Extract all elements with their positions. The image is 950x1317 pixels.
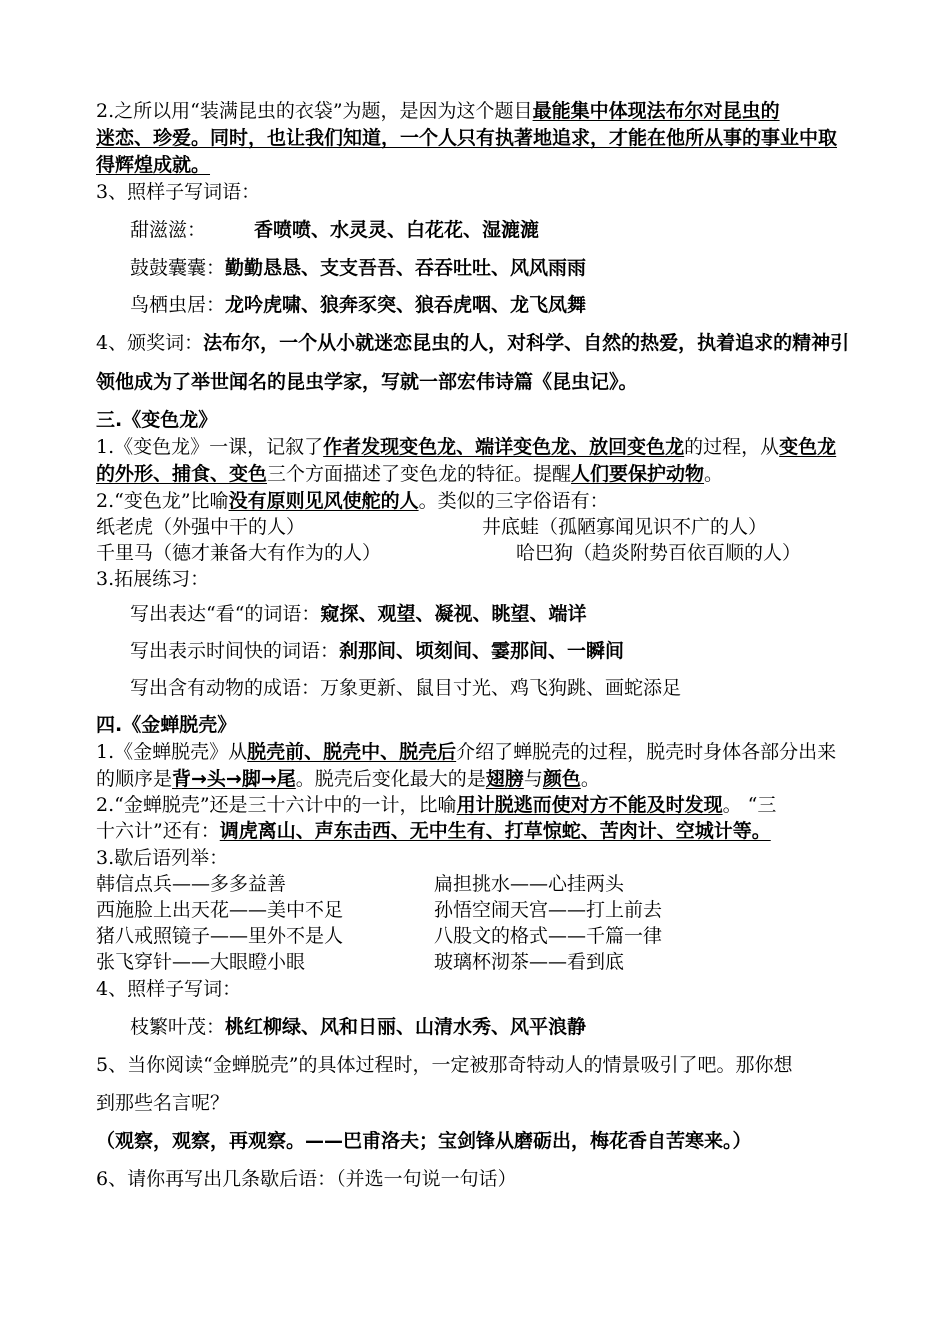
s4-para-1-line-1 <box>96 739 836 765</box>
item-4-label: 4、颁奖词： <box>96 332 204 354</box>
s4-para-6: 6、请你再写出几条歇后语：（并选一句说一句话） <box>96 1168 517 1190</box>
answer: 桃红柳绿、风和日丽、山清水秀、风平浪静 <box>225 1016 587 1038</box>
section-3-heading: 三.《变色龙》 <box>96 409 218 431</box>
s3-para-1-line-1 <box>96 434 836 460</box>
text: 的过程，从 <box>684 436 780 458</box>
text: 。类似的三字俗语有： <box>418 490 609 512</box>
text: 枝繁叶茂： <box>130 1016 226 1038</box>
s4-para-3: 3.歇后语列举： <box>96 847 229 869</box>
word-example-row <box>130 1014 586 1040</box>
s4-para-5-line-2: 到那些名言呢？ <box>96 1092 230 1114</box>
answer: 变色龙 <box>779 436 837 458</box>
saying-row-2-right: 哈巴狗（趋炎附势百依百顺的人） <box>516 542 802 564</box>
text: 。 <box>704 463 724 485</box>
example-answer: 勤勤恳恳、支支吾吾、吞吞吐吐、风风雨雨 <box>225 257 587 279</box>
example-row-2 <box>130 255 586 281</box>
extension-row-2 <box>130 638 624 664</box>
text: 三个方面描述了变色龙的特征。提醒 <box>267 463 572 485</box>
saying-row-1-right: 井底蛙（孤陋寡闻见识不广的人） <box>482 516 768 538</box>
s4-para-2-line-2 <box>96 818 771 844</box>
xiehouyu-1-left: 韩信点兵——多多益善 <box>96 873 287 895</box>
saying-row-2: 千里马（德才兼备大有作为的人） <box>96 542 382 564</box>
text: 写出表示时间快的词语： <box>130 640 340 662</box>
saying: 纸老虎（外强中干的人） <box>96 516 306 538</box>
s4-para-5-line-1: 5、当你阅读“金蝉脱壳”的具体过程时，一定被那奇特动人的情景吸引了吧。那你想 <box>96 1054 793 1076</box>
item-2-line-2: 迷恋、珍爱。同时，也让我们知道，一个人只有执著地追求，才能在他所从事的事业中取 <box>96 127 838 149</box>
text: 十六计”还有： <box>96 820 220 842</box>
saying-row-1 <box>96 514 305 540</box>
example-answer: 龙吟虎啸、狼奔豕突、狼吞虎咽、龙飞凤舞 <box>225 294 587 316</box>
text: 2.“变色龙”比喻 <box>96 490 229 512</box>
s3-para-3: 3.拓展练习： <box>96 568 210 590</box>
s4-para-1-line-2 <box>96 766 600 792</box>
extension-row-3: 写出含有动物的成语：万象更新、鼠目寸光、鸡飞狗跳、画蛇添足 <box>130 677 682 699</box>
answer: 没有原则见风使舵的人 <box>228 490 419 512</box>
s4-para-2-line-1 <box>96 792 776 818</box>
answer: 窥探、观望、凝视、眺望、端详 <box>320 603 587 625</box>
text: 1.《金蝉脱壳》从 <box>96 741 248 763</box>
item-3-heading: 3、照样子写词语： <box>96 181 261 203</box>
answer: 作者发现变色龙、端详变色龙、放回变色龙 <box>323 436 685 458</box>
text: 的顺序是 <box>96 768 173 790</box>
xiehouyu-2-right: 孙悟空闹天宫——打上前去 <box>434 899 663 921</box>
text: 。 “三 <box>722 794 777 816</box>
example-answer: 香喷喷、水灵灵、白花花、湿漉漉 <box>254 219 540 241</box>
xiehouyu-2-left: 西施脸上出天花——美中不足 <box>96 899 344 921</box>
text: 1.《变色龙》一课，记叙了 <box>96 436 324 458</box>
text: 介绍了蝉脱壳的过程，脱壳时身体各部分出来 <box>456 741 837 763</box>
s3-para-1-line-2 <box>96 461 723 487</box>
answer: 的外形、捕食、变色 <box>96 463 268 485</box>
item-2-question: 2.之所以用“装满昆虫的衣袋”为题，是因为这个题目 <box>96 100 533 122</box>
item-4-answer: 法布尔，一个从小就迷恋昆虫的人，对科学、自然的热爱，执着追求的精神引 <box>203 332 850 354</box>
text: 写出表达“看“的词语： <box>130 603 321 625</box>
text: 。 <box>580 768 600 790</box>
answer: 脱壳前、脱壳中、脱壳后 <box>247 741 457 763</box>
item-2-answer: 最能集中体现法布尔对昆虫的 <box>532 100 780 122</box>
s3-para-2 <box>96 488 609 514</box>
answer: 背→头→脚→尾 <box>172 768 296 790</box>
item-4-line-1 <box>96 330 849 356</box>
xiehouyu-4-left: 张飞穿针——大眼瞪小眼 <box>96 951 306 973</box>
s4-para-5-answer: （观察，观察，再观察。——巴甫洛夫；宝剑锋从磨砺出，梅花香自苦寒来。） <box>96 1130 752 1152</box>
xiehouyu-3-left: 猪八戒照镜子——里外不是人 <box>96 925 344 947</box>
text: 2.“金蝉脱壳”还是三十六计中的一计，比喻 <box>96 794 457 816</box>
item-2-line-3: 得辉煌成就。 <box>96 154 211 176</box>
example-label: 甜滋滋： <box>130 219 207 241</box>
example-row-1 <box>130 217 539 243</box>
xiehouyu-1-right: 扁担挑水——心挂两头 <box>434 873 625 895</box>
example-label: 鼓鼓囊囊： <box>130 257 226 279</box>
answer: 颜色 <box>542 768 581 790</box>
example-row-3 <box>130 292 586 318</box>
answer: 刹那间、顷刻间、霎那间、一瞬间 <box>339 640 625 662</box>
extension-row-1 <box>130 601 586 627</box>
answer: 翅膀 <box>485 768 524 790</box>
xiehouyu-3-right: 八股文的格式——千篇一律 <box>434 925 663 947</box>
item-4-line-2: 领他成为了举世闻名的昆虫学家，写就一部宏伟诗篇《昆虫记》。 <box>96 371 638 393</box>
section-4-heading: 四.《金蝉脱壳》 <box>96 714 237 736</box>
text: 。脱壳后变化最大的是 <box>295 768 486 790</box>
xiehouyu-4-right: 玻璃杯沏茶——看到底 <box>434 951 625 973</box>
answer: 人们要保护动物 <box>571 463 705 485</box>
answer: 用计脱逃而使对方不能及时发现 <box>456 794 723 816</box>
answer: 调虎离山、声东击西、无中生有、打草惊蛇、苦肉计、空城计等。 <box>219 820 771 842</box>
s4-para-4: 4、照样子写词： <box>96 978 242 1000</box>
text: 与 <box>523 768 543 790</box>
item-2-line-1 <box>96 98 780 124</box>
example-label: 鸟栖虫居： <box>130 294 226 316</box>
